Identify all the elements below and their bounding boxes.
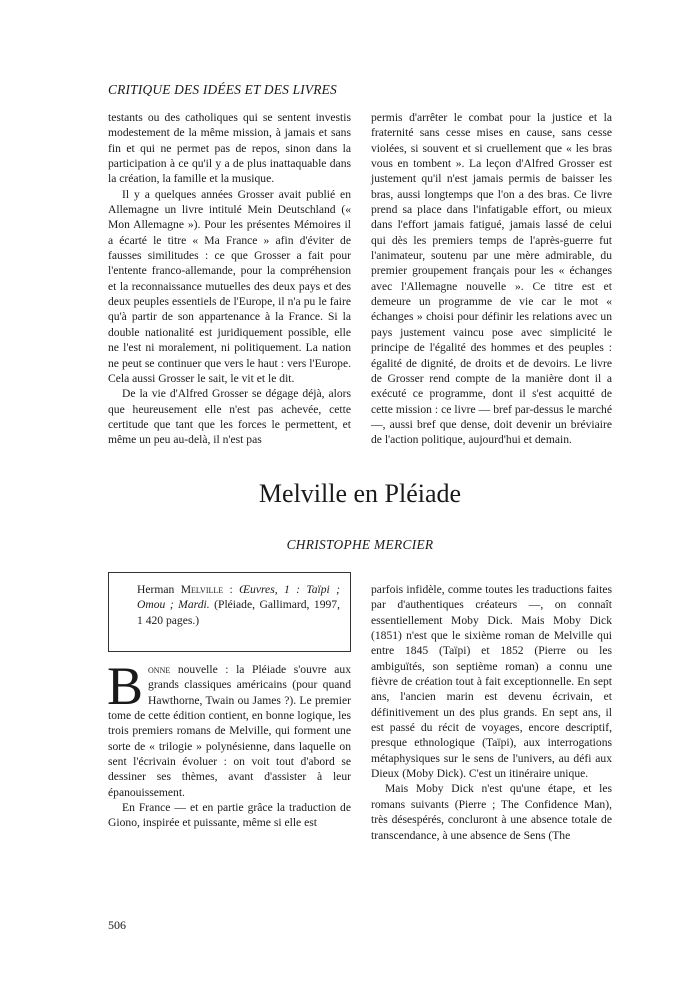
previous-article-column-left: [108, 110, 351, 448]
intro-smallcaps: onne: [148, 663, 171, 676]
reference-work-title: Œuvres, 1 : Taïpi ; Omou ; Mardi.: [137, 583, 340, 612]
paragraph: De la vie d'Alfred Grosser se dégage déjà, alors que heureusement elle n'est pas achevée, cette certitude que tant que les forces le permettent, et même un peu au-delà, il n'est pas: [108, 387, 351, 447]
paragraph: parfois infidèle, comme toutes les traductions faites par d'authentiques créateurs —, on connaît essentiellement Moby Dick. Mais Moby Dick (1851) n'est que le sixième roman de Melville qui entre 1845 (Taïpi) et 1852 (Pierre ou les ambiguïtés, son septième roman) a connu une fièvre de création tout à fait exceptionnelle. En sept ans, l'ancien marin est devenu écrivain, et définitivement un des plus grands. En sept ans, il est passé du récit de voyages, encore descriptif, presque ethnologique (Taïpi), aux interrogations métaphysiques sur le sens de l'univers, au défi aux Dieux (Moby Dick). C'est un itinéraire unique.: [371, 583, 612, 781]
article-column-left: [107, 656, 351, 831]
previous-article-column-right: [371, 110, 612, 448]
article-title: Melville en Pléiade: [258, 479, 462, 508]
reference-author-first: Herman: [137, 583, 181, 596]
paragraph-text: nouvelle : la Pléiade s'ouvre aux grands classiques américains (pour quand Hawthorne, Twain ou James ?). Le premier tome de cette édition contient, en bonne logique, les trois premiers romans de Melville, qui forment une sorte de « trilogie » polynésienne, dans laquelle on sent l'écrivain évoluer : on voit tout d'abord se dessiner ses thèmes, avant d'assister à leur épanouissement.: [108, 663, 351, 799]
drop-cap: B: [107, 656, 144, 716]
reference-colon: :: [223, 583, 240, 596]
paragraph: testants ou des catholiques qui se sentent investis modestement de la même mission, à jamais et sans fin et qui ne permet pas de repos, sinon dans la participation à ce qu'il y a de plus inattaquable dans la création, la famille et la musique.: [108, 111, 351, 186]
paragraph: En France — et en partie grâce la traduction de Giono, inspirée et puissante, même si elle est: [108, 801, 351, 830]
article-author: CHRISTOPHE MERCIER: [286, 537, 434, 552]
paragraph: Mais Moby Dick n'est qu'une étape, et les romans suivants (Pierre ; The Confidence Man), très désespérés, concluront à une absence totale de transcendance, à une absence de Sens (The: [371, 782, 612, 842]
reference-author-last: Melville: [180, 583, 224, 596]
article-column-right: [371, 582, 612, 843]
paragraph: [107, 656, 351, 800]
paragraph: permis d'arrêter le combat pour la justice et la fraternité sans cesse mises en cause, sans cesse violées, si souvent et si cruellement que « les bras vous en tombent ». La leçon d'Alfred Grosser est justement qu'il n'est jamais permis de baisser les bras, aussi longtemps que l'on a des bras. Ce livre prend sa place dans l'infatigable effort, ou mieux dans l'effort jamais fatigué, jamais lassé de celui qui dès les premiers temps de l'après-guerre fut l'animateur, soutenu par une mère admirable, du premier groupement français pour les « échanges avec l'Allemagne nouvelle ». Ce titre est et demeure un programme de vie car le mot « échanges » choisi pour définir les relations avec un pays justement vaincu pose avec simplicité le principe de l'égalité des hommes et des peuples : égalité de dignité, de droits et de devoirs. Le livre de Grosser rend compte de la manière dont il a exécuté ce programme, dont il s'est acquitté de cette mission : ce livre — bref par-dessus le marché —, aussi bref que dense, doit devenir un bréviaire de l'action politique, aujourd'hui et demain.: [371, 111, 612, 447]
running-head: CRITIQUE DES IDÉES ET DES LIVRES: [108, 82, 337, 97]
book-reference-box: [108, 572, 351, 652]
page-number: 506: [108, 918, 126, 932]
paragraph: Il y a quelques années Grosser avait publié en Allemagne un livre intitulé Mein Deutschland (« Mon Allemagne »). Pour les présentes Mémoires il a écarté le titre « Ma France » afin d'éviter de fausses similitudes : ce que Grosser a fait pour l'entente franco-allemande, pour la compréhension et la reconnaissance mutuelles des deux pays et des deux peuples essentiels de l'Europe, il n'a pu le faire qu'à partir de son appartenance à la France. Si la double nationalité est juridiquement possible, elle ne l'est ni moralement, ni politiquement. La nation ne peut se continuer que vers le haut : vers l'Europe. Cela aussi Grosser le sait, le vit et le dit.: [108, 187, 351, 385]
reference-details: (Pléiade, Gallimard, 1997, 1 420 pages.): [137, 598, 340, 627]
